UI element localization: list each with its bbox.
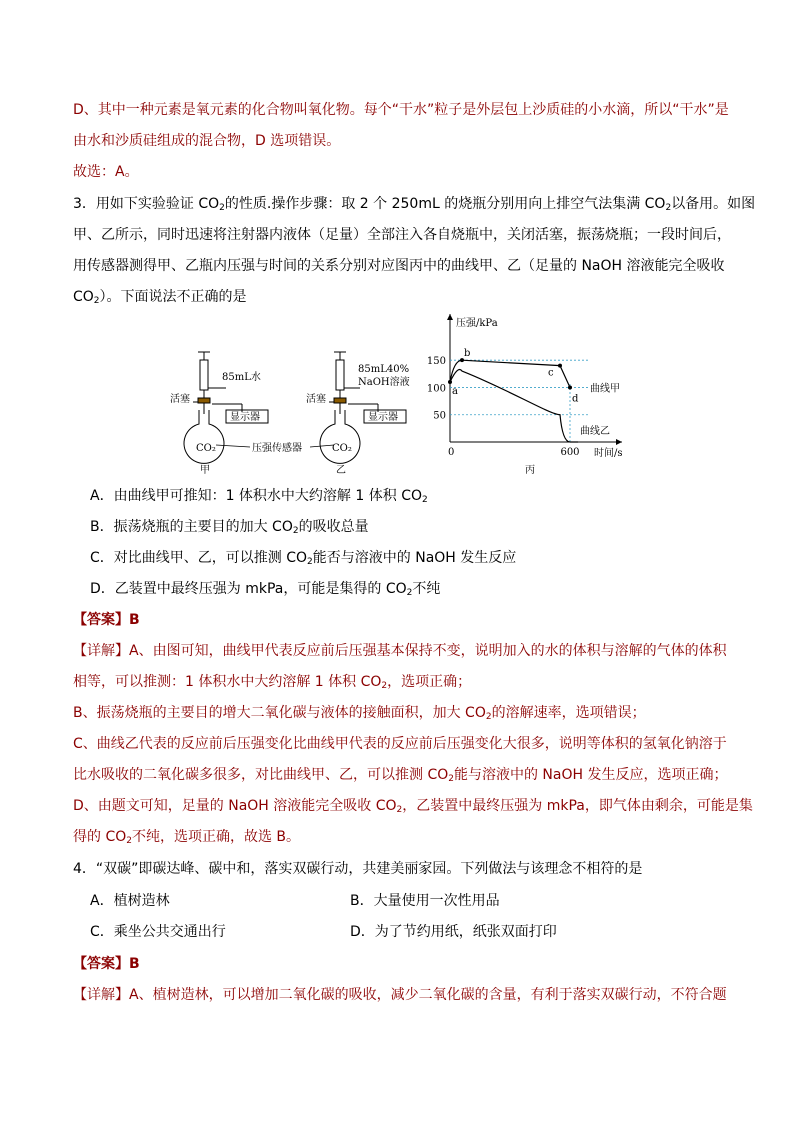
y-tick-label: 50 [433,410,446,422]
detail-3-line: B、振荡烧瓶的主要目的增大二氧化碳与液体的接触面积，加大 $CO_2$的溶解速率，选项错误； [73,705,646,722]
caption-bing: 丙 [525,465,535,476]
caption-yi: 乙 [336,465,346,476]
q4-option-c: C．乘坐公共交通出行 [90,924,226,940]
series-line-yi [450,367,578,442]
data-point [568,385,572,389]
q4-option-a: A．植树造林 [90,893,170,909]
detail-4-line: 【详解】A、植树造林，可以增加二氧化碳的吸收，减少二氧化碳的含量，有利于落实双碳行动，不符合题 [73,987,727,1003]
caption-jia: 甲 [200,465,210,476]
label-flask-jia: CO₂ [196,443,216,454]
option-b: B．振荡烧瓶的主要目的加大 $CO_2$的吸收总量 [90,519,369,536]
label-display-jia: 显示器 [230,412,260,423]
text-line: D、其中一种元素是氧元素的化合物叫氧化物。每个“干水”粒子是外层包上沙质硅的小水滴，所以“干水”是 [73,102,729,118]
point-label: c [548,367,554,379]
label-display-yi: 显示器 [368,412,398,423]
point-label: d [572,393,579,405]
data-point [558,364,562,368]
label-syringe-yi-1: 85mL40% [358,364,410,375]
label-syringe-yi-2: NaOH溶液 [358,377,410,388]
x-tick-label: 600 [560,447,580,458]
text-line: 由水和沙质硅组成的混合物，D 选项错误。 [73,133,341,149]
detail-3-line: 相等，可以推测：1 体积水中大约溶解 1 体积 $CO_2$，选项正确； [73,674,472,691]
y-tick-label: 100 [426,383,446,395]
option-c: C．对比曲线甲、乙，可以推测 $CO_2$能否与溶液中的 NaOH 发生反应 [90,550,517,567]
syringe-yi [336,360,344,390]
point-label: b [464,348,471,360]
question-3-line-2: 甲、乙所示，同时迅速将注射器内液体（足量）全部注入各自烧瓶中，关闭活塞，振荡烧瓶；一段时间后， [73,227,731,243]
y-axis-arrow [447,314,453,320]
y-tick-label: 0 [448,447,455,458]
answer-4: 【答案】B [73,956,140,972]
flask-yi [320,410,360,463]
y-axis-label: 压强/kPa [456,318,498,329]
question-3-line-4: $CO_2$）。下面说法不正确的是 [73,289,247,306]
label-valve-jia: 活塞 [170,394,190,405]
label-syringe-jia: 85mL水 [222,372,261,383]
syringe-jia [200,360,208,390]
detail-3-line: C、曲线乙代表的反应前后压强变化比曲线甲代表的反应前后压强变化大很多，说明等体积的氢氧化钠溶于 [73,736,727,752]
option-d: D．乙装置中最终压强为 mkPa，可能是集得的 $CO_2$不纯 [90,581,441,598]
label-valve-yi: 活塞 [306,394,326,405]
series-label-jia: 曲线甲 [590,383,620,395]
pressure-chart [427,314,623,476]
x-axis-arrow [616,439,622,445]
text-line: 故选：A。 [73,164,139,180]
question-3-line-1: 3．用如下实验验证 $CO_2$的性质.操作步骤：取 2 个 250mL 的烧瓶分别用向上排空气法集满 $CO_2$以备用。如图 [73,196,756,213]
question-4: 4．“双碳”即碳达峰、碳中和，落实双碳行动，共建美丽家园。下列做法与该理念不相符的是 [73,861,643,877]
point-label: a [452,386,458,397]
x-axis-label: 时间/s [594,448,623,459]
detail-3-line: 【详解】A、由图可知，曲线甲代表反应前后压强基本保持不变，说明加入的水的体积与溶解的气体的体积 [73,643,727,659]
label-flask-yi: CO₂ [332,443,352,454]
label-sensor: 压强传感器 [252,443,302,454]
q4-option-d: D．为了节约用纸，纸张双面打印 [350,924,557,940]
experiment-figure [160,312,623,480]
question-3-line-3: 用传感器测得甲、乙瓶内压强与时间的关系分别对应图丙中的曲线甲、乙（足量的 NaOH 溶液能完全吸收 [73,258,725,274]
flask-jia [184,410,224,463]
detail-3-line: 得的 $CO_2$不纯，选项正确，故选 B。 [73,829,301,846]
detail-3-line: 比水吸收的二氧化碳多很多，对比曲线甲、乙，可以推测 $CO_2$能与溶液中的 NaOH 发生反应，选项正确； [73,767,728,784]
figure-svg [160,312,623,480]
answer-3: 【答案】B [73,612,140,628]
detail-3-line: D、由题文可知，足量的 NaOH 溶液能完全吸收 $CO_2$，乙装置中最终压强为 mkPa，即气体由剩余，可能是集 [73,798,753,815]
series-label-yi: 曲线乙 [580,425,610,437]
data-point [448,380,452,384]
y-tick-label: 150 [426,356,446,368]
option-a: A．由曲线甲可推知：1 体积水中大约溶解 1 体积 $CO_2$ [90,488,428,505]
q4-option-b: B．大量使用一次性用品 [350,893,500,909]
